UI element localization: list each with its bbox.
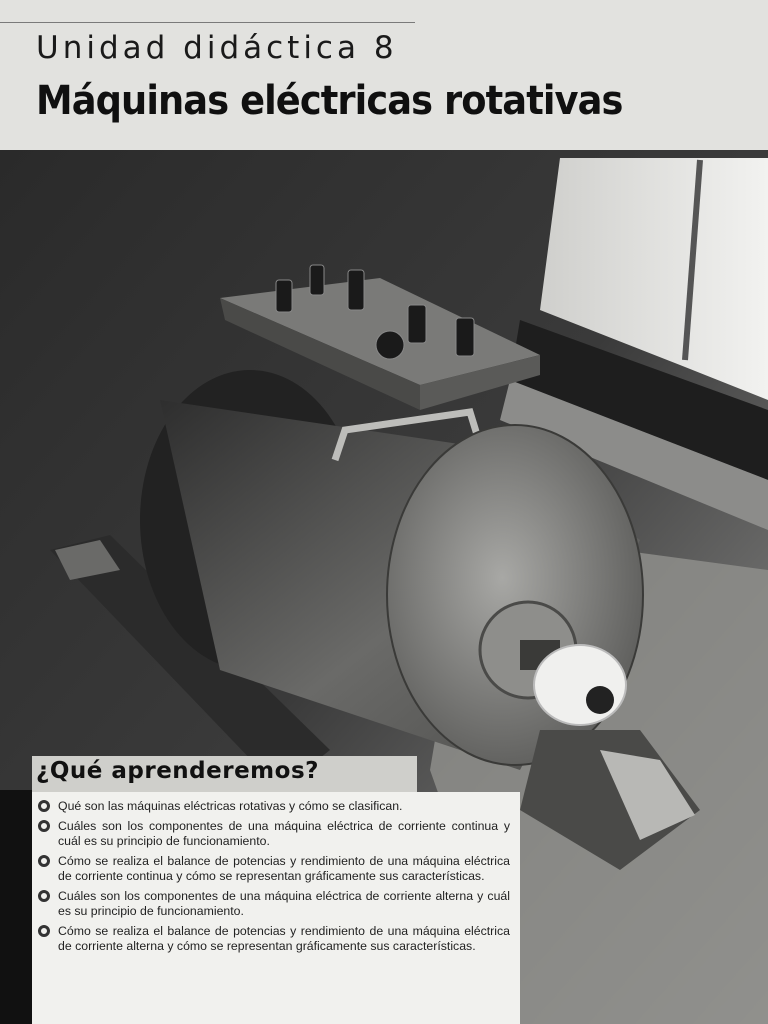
ring-bullet-icon <box>38 855 50 867</box>
unit-label: Unidad didáctica 8 <box>36 30 398 66</box>
ring-bullet-icon <box>38 925 50 937</box>
objective-item <box>58 799 510 814</box>
top-rule <box>0 22 415 23</box>
learning-header <box>32 756 417 793</box>
left-margin-bar <box>0 790 32 1024</box>
objective-item <box>58 819 510 849</box>
objective-text: Qué son las máquinas eléctricas rotativas y cómo se clasifican. <box>58 799 403 813</box>
chapter-title: Máquinas eléctricas rotativas <box>36 78 623 124</box>
ring-bullet-icon <box>38 890 50 902</box>
objective-item <box>58 854 510 884</box>
objective-item <box>58 889 510 919</box>
objective-item <box>58 924 510 954</box>
learning-title: ¿Qué aprenderemos? <box>36 758 319 784</box>
objective-text: Cómo se realiza el balance de potencias y rendimiento de una máquina eléctrica de corriente continua y cómo se representan gráficamente sus características. <box>58 854 510 883</box>
objective-text: Cuáles son los componentes de una máquina eléctrica de corriente alterna y cuál es su principio de funcionamiento. <box>58 889 510 918</box>
learning-objectives <box>32 792 520 1024</box>
objective-text: Cuáles son los componentes de una máquina eléctrica de corriente continua y cuál es su principio de funcionamiento. <box>58 819 510 848</box>
objective-text: Cómo se realiza el balance de potencias y rendimiento de una máquina eléctrica de corriente alterna y cómo se representan gráficamente sus características. <box>58 924 510 953</box>
ring-bullet-icon <box>38 820 50 832</box>
ring-bullet-icon <box>38 800 50 812</box>
